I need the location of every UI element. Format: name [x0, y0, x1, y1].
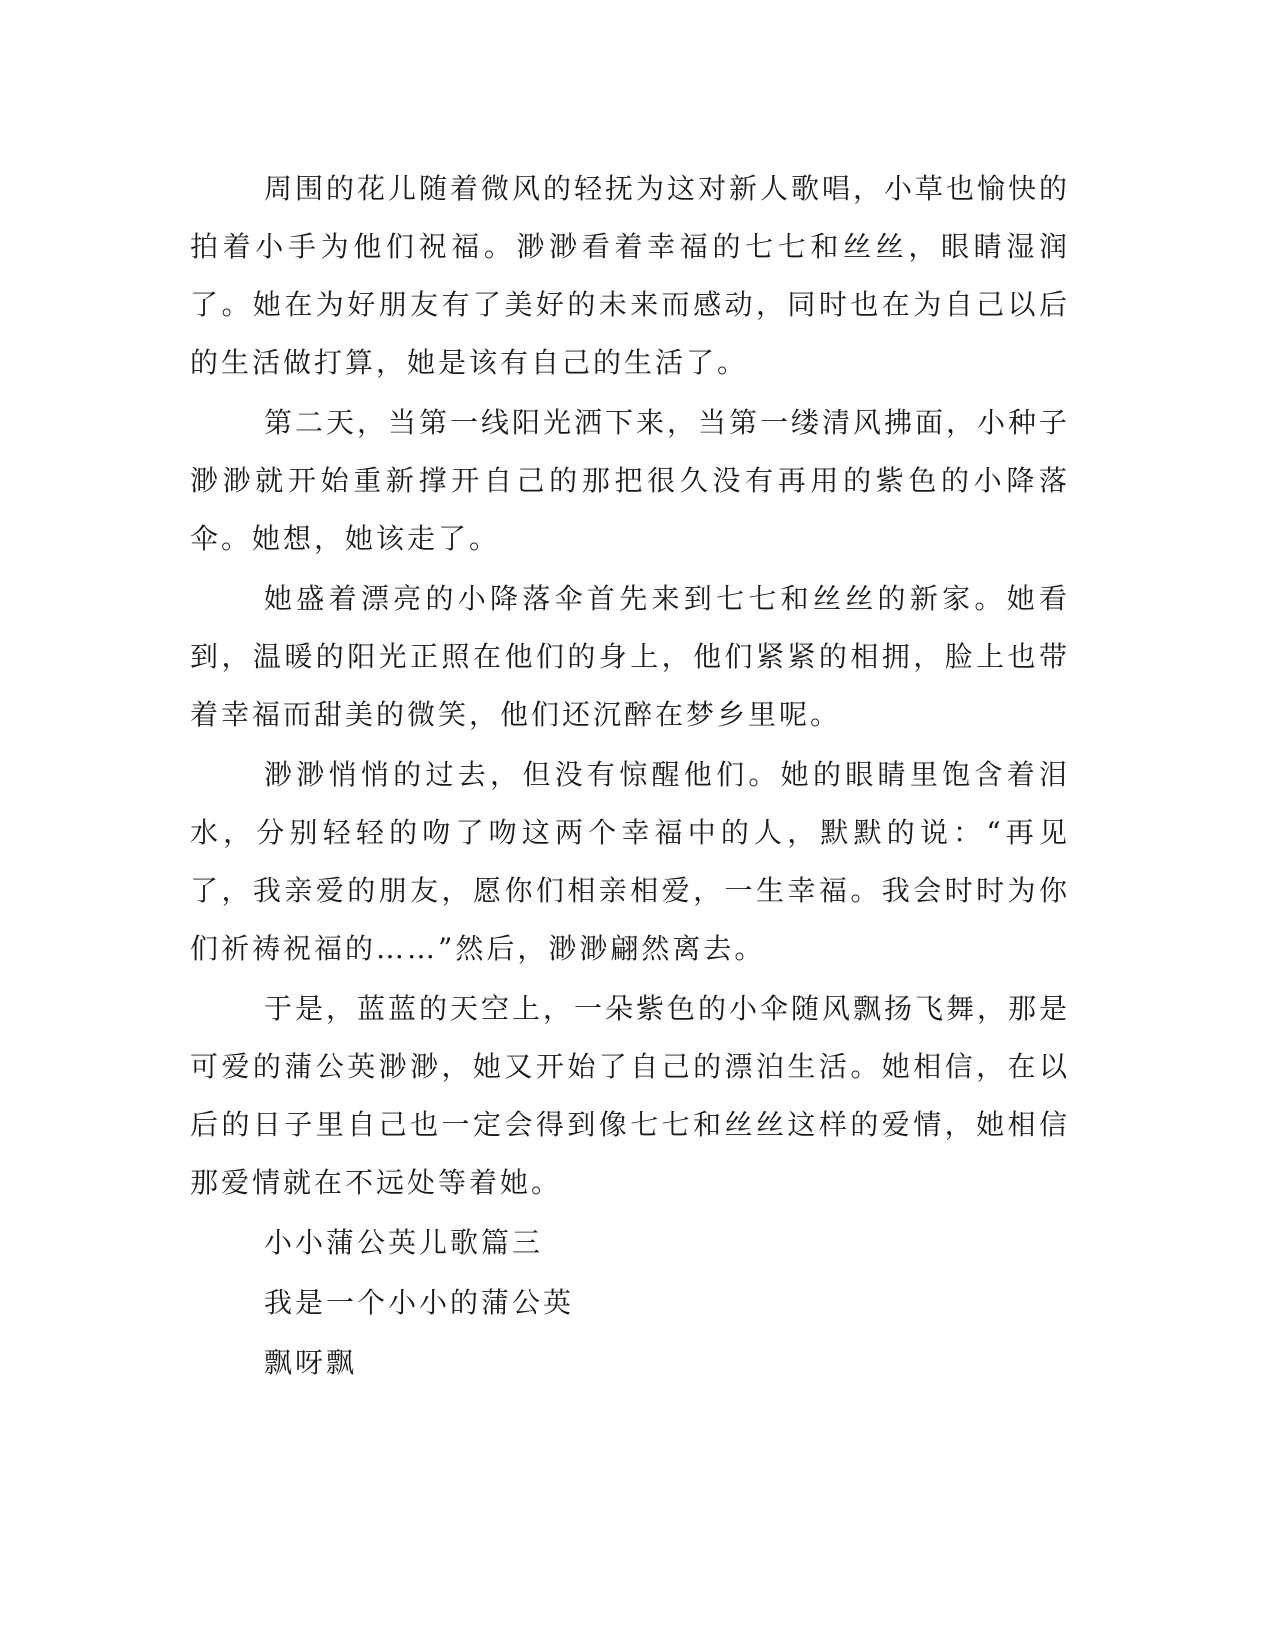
paragraph: 周围的花儿随着微风的轻抚为这对新人歌唱，小草也愉快的拍着小手为他们祝福。渺渺看着幸福的七七和丝丝，眼睛湿润了。她在为好朋友有了美好的未来而感动，同时也在为自己以后的生活做打算，她是该有自己的生活了。 [190, 172, 1071, 379]
document-body [190, 160, 1070, 1394]
poem-line: 我是一个小小的蒲公英 [264, 1286, 575, 1319]
section-title: 小小蒲公英儿歌篇三 [264, 1226, 544, 1259]
paragraph: 渺渺悄悄的过去，但没有惊醒他们。她的眼睛里饱含着泪水，分别轻轻的吻了吻这两个幸福中的人，默默的说：“再见了，我亲爱的朋友，愿你们相亲相爱，一生幸福。我会时时为你们祈祷祝福的……”然后，渺渺翩然离去。 [190, 758, 1070, 965]
poem-line: 飘呀飘 [264, 1346, 358, 1379]
paragraph: 第二天，当第一线阳光洒下来，当第一缕清风拂面，小种子渺渺就开始重新撑开自己的那把很久没有再用的紫色的小降落伞。她想，她该走了。 [190, 406, 1071, 555]
paragraph: 她盛着漂亮的小降落伞首先来到七七和丝丝的新家。她看到，温暖的阳光正照在他们的身上，他们紧紧的相拥，脸上也带着幸福而甜美的微笑，他们还沉醉在梦乡里呢。 [190, 582, 1070, 731]
paragraph: 于是，蓝蓝的天空上，一朵紫色的小伞随风飘扬飞舞，那是可爱的蒲公英渺渺，她又开始了自己的漂泊生活。她相信，在以后的日子里自己也一定会得到像七七和丝丝这样的爱情，她相信那爱情就在不远处等着她。 [190, 992, 1071, 1199]
